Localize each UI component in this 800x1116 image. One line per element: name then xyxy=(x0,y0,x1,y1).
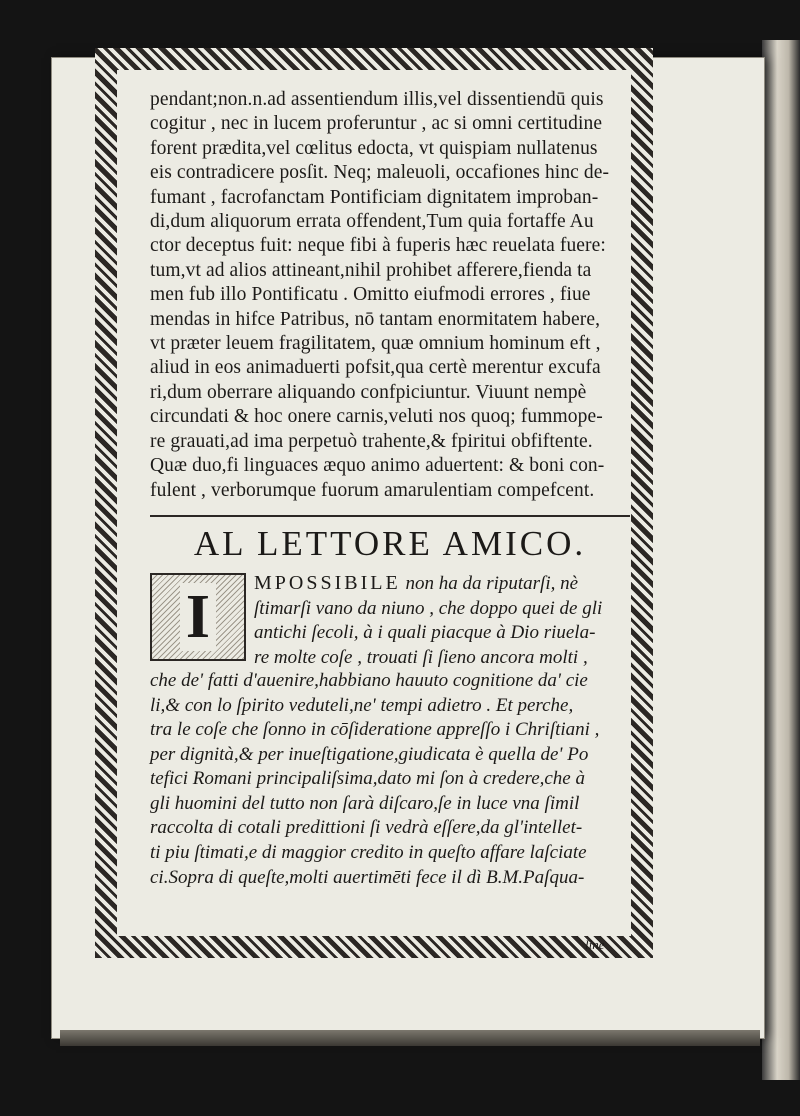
text-line: eis contradicere posſit. Neq; maleuoli, occafiones hinc de- xyxy=(150,162,610,184)
text-line: tra le coſe che ſonno in cōſideratione appreſſo i Chriſtiani , xyxy=(150,719,600,741)
intro-with-initial xyxy=(150,571,630,669)
text-line: raccolta di cotali predittioni ſi vedrà eſſere,da gl'intellet- xyxy=(150,817,583,839)
text-line: circundati & hoc onere carnis,veluti nos quoq; fummope- xyxy=(150,406,603,428)
text-line: per dignità,& per inueſtigatione,giudicata è quella de' Po xyxy=(150,743,589,765)
page-edge-shadow xyxy=(60,1030,760,1046)
text-line: di,dum aliquorum errata offendent,Tum quia fortaffe Au xyxy=(150,211,594,233)
text-fragment: non ha da riputarſi, nè xyxy=(405,572,579,594)
text-line: vt præter leuem fragilitatem, quæ omnium hominum eft , xyxy=(150,333,601,355)
text-line: ctor deceptus fuit: neque fibi à fuperis hæc reuelata fuere: xyxy=(150,235,606,257)
initial-letter: I xyxy=(180,583,216,651)
text-line: re grauati,ad ima perpetuò trahente,& fpiritui obfiftente. xyxy=(150,430,593,452)
italian-paragraph xyxy=(150,669,630,890)
text-line: fulent , verborumque fuorum amarulentiam compefcent. xyxy=(150,479,595,501)
text-line: ci.Sopra di queſte,molti auertimēti fece il dì B.M.Paſqua- xyxy=(150,866,585,888)
text-line: antichi ſecoli, à i quali piacque à Dio riuela- xyxy=(254,622,596,644)
section-heading: AL LETTORE AMICO. xyxy=(150,515,630,565)
text-line: ri,dum oberrare aliquando confpiciuntur. Viuunt nempè xyxy=(150,381,587,403)
text-line: gli huomini del tutto non ſarà diſcaro,ſe in luce vna ſimil xyxy=(150,792,580,814)
first-word: MPOSSIBILE xyxy=(254,571,401,594)
text-line: Quæ duo,fi linguaces æquo animo aduertent: & boni con- xyxy=(150,455,605,477)
text-line: li,& con lo ſpirito veduteli,ne' tempi adietro . Et perche, xyxy=(150,694,574,716)
text-line: che de' fatti d'auenire,habbiano hauuto cognitione da' cie xyxy=(150,669,588,691)
latin-paragraph xyxy=(150,88,630,503)
text-line: forent prædita,vel cœlitus edocta, vt quispiam nullatenus xyxy=(150,137,598,159)
text-line: re molte coſe , trouati ſi ſieno ancora molti , xyxy=(254,646,588,668)
text-line: fumant , facrofanctam Pontificiam dignitatem improban- xyxy=(150,186,599,208)
text-line: pendant;non.n.ad assentiendum illis,vel dissentiendū quis xyxy=(150,89,604,110)
text-line: tum,vt ad alios attineant,nihil prohibet afferere,fienda ta xyxy=(150,259,592,281)
page-text xyxy=(150,88,630,890)
text-line: tefici Romani principaliſsima,dato mi ſon à credere,che à xyxy=(150,768,585,790)
scanner-edge xyxy=(762,40,800,1080)
text-line xyxy=(254,571,644,597)
text-line: mendas in hifce Patribus, nō tantam enormitatem habere, xyxy=(150,308,601,330)
text-line: men fub illo Pontificatu . Omitto eiufmodi errores , fiue xyxy=(150,284,591,306)
text-line: cogitur , nec in lucem proferuntur , ac si omni certitudine xyxy=(150,113,603,135)
catchword: line xyxy=(585,937,605,952)
text-line: ſtimarſi vano da niuno , che doppo quei de gli xyxy=(254,597,603,619)
intro-lines xyxy=(254,571,644,670)
text-line: aliud in eos animaduerti pofsit,qua certè merentur excufa xyxy=(150,357,601,379)
text-line: ti piu ſtimati,e di maggior credito in queſto affare laſciate xyxy=(150,842,587,864)
decorated-initial xyxy=(150,573,246,661)
